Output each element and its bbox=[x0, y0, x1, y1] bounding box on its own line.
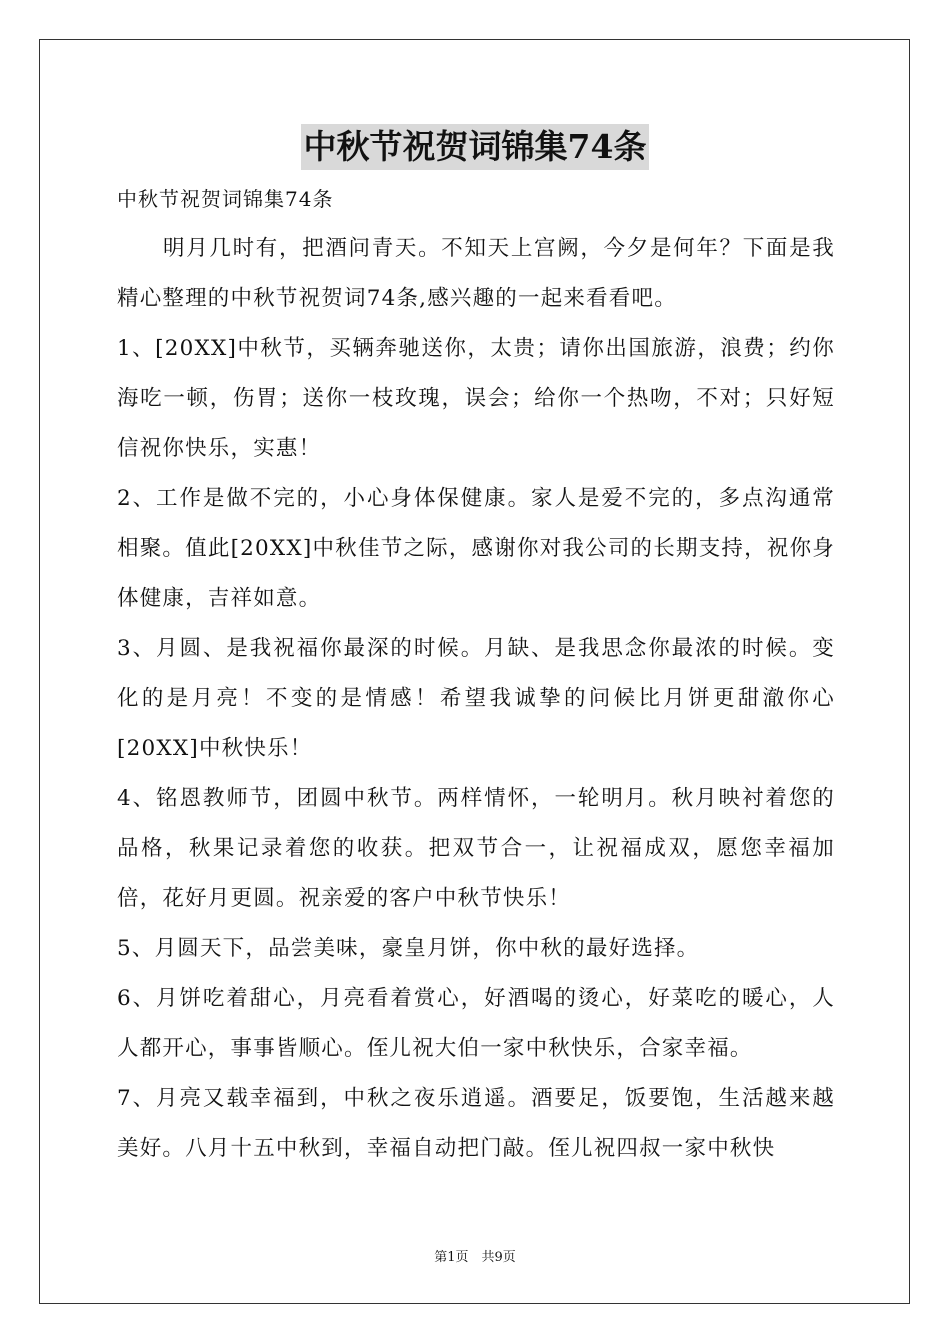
document-body bbox=[117, 174, 835, 1174]
list-item-3: 3、月圆、是我祝福你最深的时候。月缺、是我思念你最浓的时候。变化的是月亮！不变的是情感！希望我诚挚的问候比月饼更甜澈你心[20XX]中秋快乐！ bbox=[117, 636, 835, 761]
list-item-6: 6、月饼吃着甜心，月亮看着赏心，好酒喝的烫心，好菜吃的暖心，人人都开心，事事皆顺心。侄儿祝大伯一家中秋快乐，合家幸福。 bbox=[117, 986, 835, 1061]
list-item-2: 2、工作是做不完的，小心身体保健康。家人是爱不完的，多点沟通常相聚。值此[20XX]中秋佳节之际，感谢你对我公司的长期支持，祝你身体健康，吉祥如意。 bbox=[117, 486, 835, 611]
page-footer bbox=[0, 1246, 950, 1265]
list-item-7: 7、月亮又载幸福到，中秋之夜乐逍遥。酒要足，饭要饱，生活越来越美好。八月十五中秋到，幸福自动把门敲。侄儿祝四叔一家中秋快 bbox=[117, 1086, 835, 1161]
intro-paragraph: 明月几时有，把酒问青天。不知天上宫阙，今夕是何年？下面是我精心整理的中秋节祝贺词74条,感兴趣的一起来看看吧。 bbox=[117, 236, 835, 311]
document-title: 中秋节祝贺词锦集74条 bbox=[301, 124, 650, 170]
list-item-4: 4、铭恩教师节，团圆中秋节。两样情怀，一轮明月。秋月映衬着您的品格，秋果记录着您的收获。把双节合一，让祝福成双，愿您幸福加倍，花好月更圆。祝亲爱的客户中秋节快乐！ bbox=[117, 786, 835, 911]
title-container bbox=[0, 124, 950, 170]
list-item-1: 1、[20XX]中秋节，买辆奔驰送你，太贵；请你出国旅游，浪费；约你海吃一顿，伤胃；送你一枝玫瑰，误会；给你一个热吻，不对；只好短信祝你快乐，实惠！ bbox=[117, 336, 835, 461]
document-subtitle: 中秋节祝贺词锦集74条 bbox=[117, 187, 334, 211]
list-item-5: 5、月圆天下，品尝美味，豪皇月饼，你中秋的最好选择。 bbox=[117, 936, 700, 961]
page-number: 第1页 共9页 bbox=[434, 1250, 516, 1265]
